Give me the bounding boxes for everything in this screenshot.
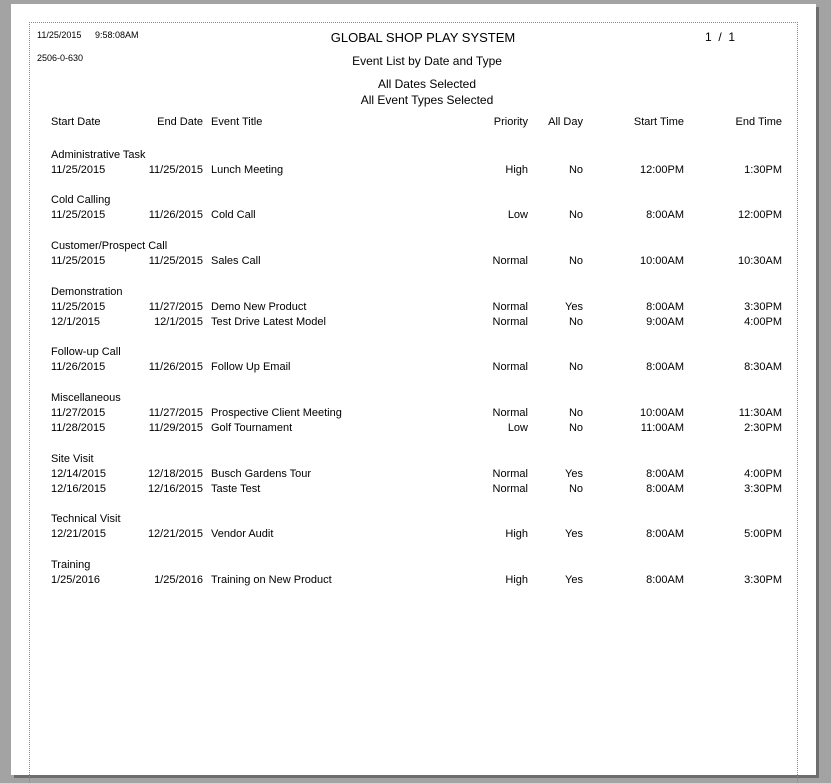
row-start-time: 8:00AM xyxy=(646,483,684,495)
row-priority: Normal xyxy=(492,255,528,267)
report-code: 2506-0-630 xyxy=(37,53,84,63)
row-end-time: 10:30AM xyxy=(737,255,782,267)
group-header: Demonstration xyxy=(51,286,123,298)
row-start-date: 12/16/2015 xyxy=(51,483,107,495)
report-page xyxy=(11,4,816,775)
row-all-day: No xyxy=(568,422,583,434)
row-start-time: 11:00AM xyxy=(640,422,684,434)
row-start-date: 11/25/2015 xyxy=(51,209,106,221)
row-priority: Normal xyxy=(492,301,528,313)
row-event-title: Test Drive Latest Model xyxy=(211,316,326,328)
row-all-day: Yes xyxy=(565,301,583,313)
row-end-time: 11:30AM xyxy=(738,407,782,419)
row-event-title: Demo New Product xyxy=(211,301,307,313)
row-start-time: 8:00AM xyxy=(646,361,684,373)
row-start-time: 12:00PM xyxy=(639,164,684,176)
print-time: 9:58:08AM xyxy=(95,30,139,40)
row-event-title: Vendor Audit xyxy=(211,528,274,540)
row-end-time: 3:30PM xyxy=(744,301,782,313)
row-all-day: Yes xyxy=(565,528,583,540)
group-header: Follow-up Call xyxy=(51,346,121,358)
filter-types: All Event Types Selected xyxy=(360,93,494,107)
row-end-time: 1:30PM xyxy=(744,164,782,176)
col-end-date: End Date xyxy=(157,116,203,128)
row-end-date: 11/27/2015 xyxy=(148,301,203,313)
row-all-day: No xyxy=(568,407,583,419)
row-event-title: Golf Tournament xyxy=(211,422,293,434)
filter-dates: All Dates Selected xyxy=(377,77,477,91)
row-start-date: 11/27/2015 xyxy=(51,407,106,419)
row-priority: Normal xyxy=(492,483,528,495)
row-all-day: No xyxy=(568,164,583,176)
row-priority: Low xyxy=(507,209,528,221)
row-start-date: 11/25/2015 xyxy=(51,301,106,313)
row-priority: High xyxy=(505,574,528,586)
row-end-time: 8:30AM xyxy=(744,361,782,373)
row-start-date: 12/21/2015 xyxy=(51,528,107,540)
col-start-date: Start Date xyxy=(51,116,101,128)
row-all-day: No xyxy=(568,209,583,221)
col-priority: Priority xyxy=(493,116,528,128)
row-priority: Low xyxy=(507,422,528,434)
row-all-day: No xyxy=(568,361,583,373)
row-priority: Normal xyxy=(492,361,528,373)
row-end-time: 3:30PM xyxy=(744,483,782,495)
group-header: Customer/Prospect Call xyxy=(51,240,168,252)
row-start-date: 12/14/2015 xyxy=(51,468,107,480)
row-priority: High xyxy=(505,528,528,540)
group-header: Administrative Task xyxy=(51,149,146,161)
group-header: Training xyxy=(51,559,91,571)
group-header: Cold Calling xyxy=(51,194,111,206)
col-start-time: Start Time xyxy=(633,116,684,128)
row-event-title: Cold Call xyxy=(211,209,256,221)
row-end-date: 1/25/2016 xyxy=(154,574,203,586)
row-priority: Normal xyxy=(492,407,528,419)
print-date: 11/25/2015 xyxy=(37,30,82,40)
group-header: Miscellaneous xyxy=(51,392,121,404)
row-start-time: 8:00AM xyxy=(646,574,684,586)
row-start-date: 11/28/2015 xyxy=(51,422,106,434)
row-end-date: 11/26/2015 xyxy=(148,209,203,221)
page-indicator: 1 / 1 xyxy=(705,30,736,44)
row-event-title: Lunch Meeting xyxy=(211,164,284,176)
row-start-time: 10:00AM xyxy=(639,407,684,419)
row-event-title: Busch Gardens Tour xyxy=(211,468,312,480)
row-start-date: 12/1/2015 xyxy=(51,316,100,328)
row-event-title: Taste Test xyxy=(211,483,261,495)
col-event-title: Event Title xyxy=(211,116,263,128)
row-end-time: 4:00PM xyxy=(744,468,782,480)
row-end-date: 12/1/2015 xyxy=(154,316,203,328)
col-end-time: End Time xyxy=(735,116,782,128)
row-all-day: No xyxy=(568,483,583,495)
row-start-time: 10:00AM xyxy=(639,255,684,267)
row-end-date: 11/25/2015 xyxy=(148,164,203,176)
row-event-title: Training on New Product xyxy=(211,574,332,586)
row-start-date: 11/25/2015 xyxy=(51,255,106,267)
row-end-date: 11/29/2015 xyxy=(148,422,203,434)
row-end-time: 2:30PM xyxy=(744,422,782,434)
report-title: Event List by Date and Type xyxy=(352,54,502,68)
row-start-date: 11/25/2015 xyxy=(51,164,106,176)
col-all-day: All Day xyxy=(548,116,583,128)
row-event-title: Prospective Client Meeting xyxy=(211,407,342,419)
row-event-title: Sales Call xyxy=(211,255,261,267)
row-end-date: 12/16/2015 xyxy=(147,483,203,495)
row-start-date: 1/25/2016 xyxy=(51,574,100,586)
row-start-time: 8:00AM xyxy=(646,468,684,480)
row-end-time: 5:00PM xyxy=(744,528,782,540)
row-end-date: 12/21/2015 xyxy=(147,528,203,540)
row-end-date: 11/27/2015 xyxy=(148,407,203,419)
row-end-date: 12/18/2015 xyxy=(147,468,203,480)
row-all-day: No xyxy=(568,316,583,328)
group-header: Site Visit xyxy=(51,453,94,465)
row-start-date: 11/26/2015 xyxy=(51,361,106,373)
row-start-time: 8:00AM xyxy=(646,528,684,540)
row-priority: Normal xyxy=(492,468,528,480)
row-start-time: 9:00AM xyxy=(646,316,684,328)
row-end-time: 12:00PM xyxy=(737,209,782,221)
page-margin-frame xyxy=(29,22,798,783)
group-header: Technical Visit xyxy=(51,513,121,525)
row-all-day: No xyxy=(568,255,583,267)
row-end-time: 4:00PM xyxy=(744,316,782,328)
row-all-day: Yes xyxy=(565,468,583,480)
row-event-title: Follow Up Email xyxy=(211,361,291,373)
company-name: GLOBAL SHOP PLAY SYSTEM xyxy=(330,30,516,45)
row-start-time: 8:00AM xyxy=(646,209,684,221)
row-priority: High xyxy=(505,164,528,176)
row-all-day: Yes xyxy=(565,574,583,586)
row-end-date: 11/26/2015 xyxy=(148,361,203,373)
row-priority: Normal xyxy=(492,316,528,328)
row-end-time: 3:30PM xyxy=(744,574,782,586)
row-start-time: 8:00AM xyxy=(646,301,684,313)
row-end-date: 11/25/2015 xyxy=(148,255,203,267)
